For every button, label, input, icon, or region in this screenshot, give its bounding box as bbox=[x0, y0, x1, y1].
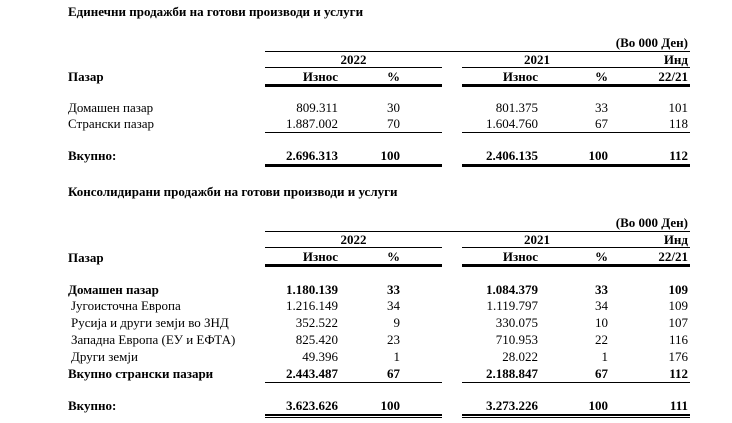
row-amount-2021: 801.375 bbox=[495, 100, 538, 115]
row-pct-2022: 9 bbox=[393, 315, 400, 330]
row-label: Западна Европа (ЕУ и ЕФТА) bbox=[71, 332, 236, 347]
row-label: Домашен пазар bbox=[68, 100, 154, 115]
row-label: Други земји bbox=[71, 349, 138, 364]
row-amount-2021: 710.953 bbox=[495, 332, 538, 347]
section1-year-rule-2022 bbox=[265, 67, 442, 68]
total-pct-2021: 100 bbox=[588, 398, 608, 413]
row-amount-2021: 1.084.379 bbox=[486, 282, 538, 297]
row-amount-2021: 1.119.797 bbox=[486, 298, 538, 313]
row-pct-2022: 34 bbox=[387, 298, 400, 313]
row-index: 101 bbox=[668, 100, 688, 115]
row-amount-2021: 1.604.760 bbox=[486, 116, 538, 131]
section1-col-pct-2021: % bbox=[595, 69, 608, 84]
section2-col-index: 22/21 bbox=[658, 249, 688, 264]
row-pct-2022: 1 bbox=[393, 349, 400, 364]
section1-col-pct-2022: % bbox=[387, 69, 400, 84]
row-amount-2022: 49.396 bbox=[302, 349, 338, 364]
section1-col-index: 22/21 bbox=[658, 69, 688, 84]
row-amount-2022: 1.216.149 bbox=[286, 298, 338, 313]
section2-header-bottom-rule-2022 bbox=[265, 264, 442, 267]
row-pct-2021: 67 bbox=[595, 366, 608, 381]
row-pct-2022: 23 bbox=[387, 332, 400, 347]
section2-year-rule-2022 bbox=[265, 247, 442, 248]
section2-subtotal-rule-2021 bbox=[462, 382, 690, 383]
section1-subtotal-rule-2021 bbox=[462, 132, 690, 133]
total-pct-2022: 100 bbox=[380, 148, 400, 163]
section2-title: Консолидирани продажби на готови производи и услуги bbox=[68, 184, 398, 199]
total-amount-2022: 3.623.626 bbox=[286, 398, 338, 413]
section2-total-double-rule-2022 bbox=[265, 414, 442, 418]
row-pct-2022: 70 bbox=[387, 116, 400, 131]
row-amount-2022: 2.443.487 bbox=[286, 366, 338, 381]
total-index: 112 bbox=[669, 148, 688, 163]
section1-title: Единечни продажби на готови производи и услуги bbox=[68, 4, 364, 19]
section1-year-rule-2021 bbox=[462, 67, 690, 68]
total-label: Вкупно: bbox=[68, 148, 117, 163]
row-amount-2021: 2.188.847 bbox=[486, 366, 538, 381]
section2-year-2022: 2022 bbox=[340, 232, 367, 247]
row-index: 107 bbox=[668, 315, 688, 330]
row-index: 109 bbox=[668, 282, 688, 297]
total-label: Вкупно: bbox=[68, 398, 117, 413]
row-index: 112 bbox=[669, 366, 688, 381]
total-pct-2022: 100 bbox=[380, 398, 400, 413]
row-label: Вкупно странски пазари bbox=[68, 366, 214, 381]
row-pct-2021: 67 bbox=[595, 116, 608, 131]
section1-header-bottom-rule-2021 bbox=[462, 84, 690, 87]
row-pct-2022: 33 bbox=[387, 282, 400, 297]
section2-total-double-rule-2021 bbox=[462, 414, 690, 418]
row-pct-2021: 34 bbox=[595, 298, 608, 313]
row-pct-2022: 30 bbox=[387, 100, 400, 115]
total-amount-2021: 2.406.135 bbox=[486, 148, 538, 163]
row-pct-2021: 33 bbox=[595, 282, 608, 297]
section1-year-2022: 2022 bbox=[340, 52, 367, 67]
section1-col-amount-2022: Износ bbox=[302, 69, 338, 84]
row-pct-2021: 22 bbox=[595, 332, 608, 347]
total-pct-2021: 100 bbox=[588, 148, 608, 163]
row-pct-2022: 67 bbox=[387, 366, 400, 381]
total-index: 111 bbox=[669, 398, 688, 413]
section1-index-label: Инд bbox=[663, 52, 688, 67]
section1-col-market: Пазар bbox=[68, 69, 104, 84]
section1-header-bottom-rule-2022 bbox=[265, 84, 442, 87]
row-index: 116 bbox=[668, 332, 688, 347]
row-amount-2022: 809.311 bbox=[296, 100, 338, 115]
row-label: Домашен пазар bbox=[68, 282, 159, 297]
section2-year-2021: 2021 bbox=[524, 232, 550, 247]
section2-unit: (Во 000 Ден) bbox=[615, 215, 688, 230]
row-index: 176 bbox=[668, 349, 688, 364]
section1-total-rule-2021 bbox=[462, 164, 690, 167]
section1-col-amount-2021: Износ bbox=[502, 69, 538, 84]
section2-col-amount-2021: Износ bbox=[502, 249, 538, 264]
row-amount-2022: 352.522 bbox=[295, 315, 338, 330]
row-amount-2021: 330.075 bbox=[495, 315, 538, 330]
row-index: 118 bbox=[668, 116, 688, 131]
section1-subtotal-rule-2022 bbox=[265, 132, 442, 133]
section2-subtotal-rule-2022 bbox=[265, 382, 442, 383]
section2-index-label: Инд bbox=[663, 232, 688, 247]
row-amount-2022: 1.180.139 bbox=[286, 282, 338, 297]
section2-header-bottom-rule-2021 bbox=[462, 264, 690, 267]
section2-col-pct-2021: % bbox=[595, 249, 608, 264]
row-label: Југоисточна Европа bbox=[71, 298, 181, 313]
section2-col-amount-2022: Износ bbox=[302, 249, 338, 264]
section1-year-2021: 2021 bbox=[524, 52, 550, 67]
section1-total-rule-2022 bbox=[265, 164, 442, 167]
total-amount-2021: 3.273.226 bbox=[486, 398, 538, 413]
row-label: Странски пазар bbox=[68, 116, 154, 131]
section2-col-market: Пазар bbox=[68, 250, 104, 265]
section1-unit: (Во 000 Ден) bbox=[615, 35, 688, 50]
row-pct-2021: 10 bbox=[595, 315, 608, 330]
row-label: Русија и други земји во ЗНД bbox=[71, 315, 229, 330]
section2-year-rule-2021 bbox=[462, 247, 690, 248]
row-amount-2022: 1.887.002 bbox=[286, 116, 338, 131]
row-amount-2022: 825.420 bbox=[295, 332, 338, 347]
row-index: 109 bbox=[668, 298, 688, 313]
row-pct-2021: 33 bbox=[595, 100, 608, 115]
row-amount-2021: 28.022 bbox=[502, 349, 538, 364]
row-pct-2021: 1 bbox=[601, 349, 608, 364]
total-amount-2022: 2.696.313 bbox=[286, 148, 338, 163]
section2-col-pct-2022: % bbox=[387, 249, 400, 264]
